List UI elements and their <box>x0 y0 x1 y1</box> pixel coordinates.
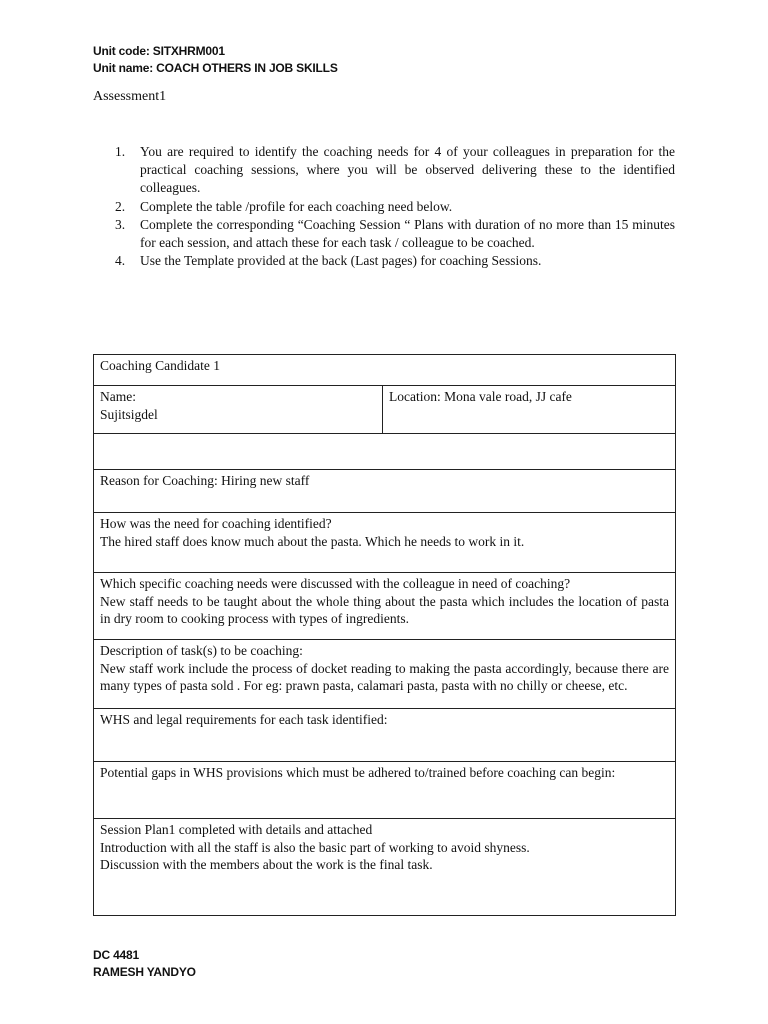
footer-code: DC 4481 <box>93 948 139 962</box>
name-value: Sujitsigdel <box>100 406 158 422</box>
instruction-text: Complete the table /profile for each coaching need below. <box>140 198 453 214</box>
need-identified-question: How was the need for coaching identified? <box>100 516 332 531</box>
unit-code: Unit code: SITXHRM001 <box>93 44 225 58</box>
table-row <box>94 434 676 470</box>
instruction-item <box>93 143 675 198</box>
table-row <box>94 355 676 386</box>
specific-needs-cell <box>94 573 676 640</box>
whs-legal-cell <box>94 709 676 762</box>
instruction-list <box>93 143 675 270</box>
session-plan-line: Introduction with all the staff is also the basic part of working to avoid shyness. <box>100 839 530 855</box>
need-identified-answer: The hired staff does know much about the pasta. Which he needs to work in it. <box>100 533 525 549</box>
whs-gaps-cell <box>94 762 676 819</box>
name-label: Name: <box>100 389 136 404</box>
instruction-text: Complete the corresponding “Coaching Session “ Plans with duration of no more than 15 minutes for each session, and attach these for each task / colleague to be coached. <box>140 216 675 251</box>
empty-cell <box>94 434 676 470</box>
instruction-number: 3. <box>115 216 126 232</box>
instruction-number: 2. <box>115 198 126 214</box>
session-plan-title: Session Plan1 completed with details and attached <box>100 822 373 837</box>
specific-needs-answer: New staff needs to be taught about the whole thing about the pasta which includes the location of pasta in dry room to cooking process with types of ingredients. <box>100 593 670 627</box>
footer-author: RAMESH YANDYO <box>93 965 196 979</box>
assessment-title: Assessment1 <box>93 89 167 104</box>
need-identified-cell <box>94 513 676 573</box>
whs-legal-question: WHS and legal requirements for each task identified: <box>100 712 388 727</box>
candidate-title: Coaching Candidate 1 <box>100 358 220 373</box>
name-cell <box>94 386 383 434</box>
table-row <box>94 762 676 819</box>
task-description-cell <box>94 640 676 709</box>
whs-gaps-question: Potential gaps in WHS provisions which must be adhered to/trained before coaching can begin: <box>100 765 616 780</box>
task-description-question: Description of task(s) to be coaching: <box>100 643 303 658</box>
table-row <box>94 819 676 916</box>
location-cell <box>383 386 676 434</box>
instruction-text: Use the Template provided at the back (Last pages) for coaching Sessions. <box>140 253 542 269</box>
location-value: Location: Mona vale road, JJ cafe <box>389 389 572 404</box>
table-row <box>94 573 676 640</box>
instruction-item <box>93 216 675 252</box>
table-row <box>94 386 676 434</box>
reason-for-coaching: Reason for Coaching: Hiring new staff <box>100 473 310 488</box>
instruction-text: You are required to identify the coaching needs for 4 of your colleagues in preparation for the practical coaching sessions, where you will be observed delivering these to the identified colleagues. <box>140 144 675 196</box>
table-row <box>94 709 676 762</box>
candidate-title-cell <box>94 355 676 386</box>
task-description-answer: New staff work include the process of docket reading to making the pasta accordingly, because there are many types of pasta sold . For eg: prawn pasta, calamari pasta, pasta with no chilly or cheese, etc. <box>100 660 670 694</box>
table-row <box>94 470 676 513</box>
reason-cell <box>94 470 676 513</box>
table-row <box>94 640 676 709</box>
specific-needs-question: Which specific coaching needs were discussed with the colleague in need of coaching? <box>100 576 571 591</box>
instruction-item <box>93 252 675 270</box>
session-plan-line: Discussion with the members about the work is the final task. <box>100 857 433 873</box>
unit-name: Unit name: COACH OTHERS IN JOB SKILLS <box>93 61 338 75</box>
instruction-item <box>93 198 675 216</box>
instruction-number: 4. <box>115 253 126 269</box>
table-row <box>94 513 676 573</box>
session-plan-cell <box>94 819 676 916</box>
instruction-number: 1. <box>115 144 126 159</box>
coaching-candidate-table <box>93 354 676 916</box>
